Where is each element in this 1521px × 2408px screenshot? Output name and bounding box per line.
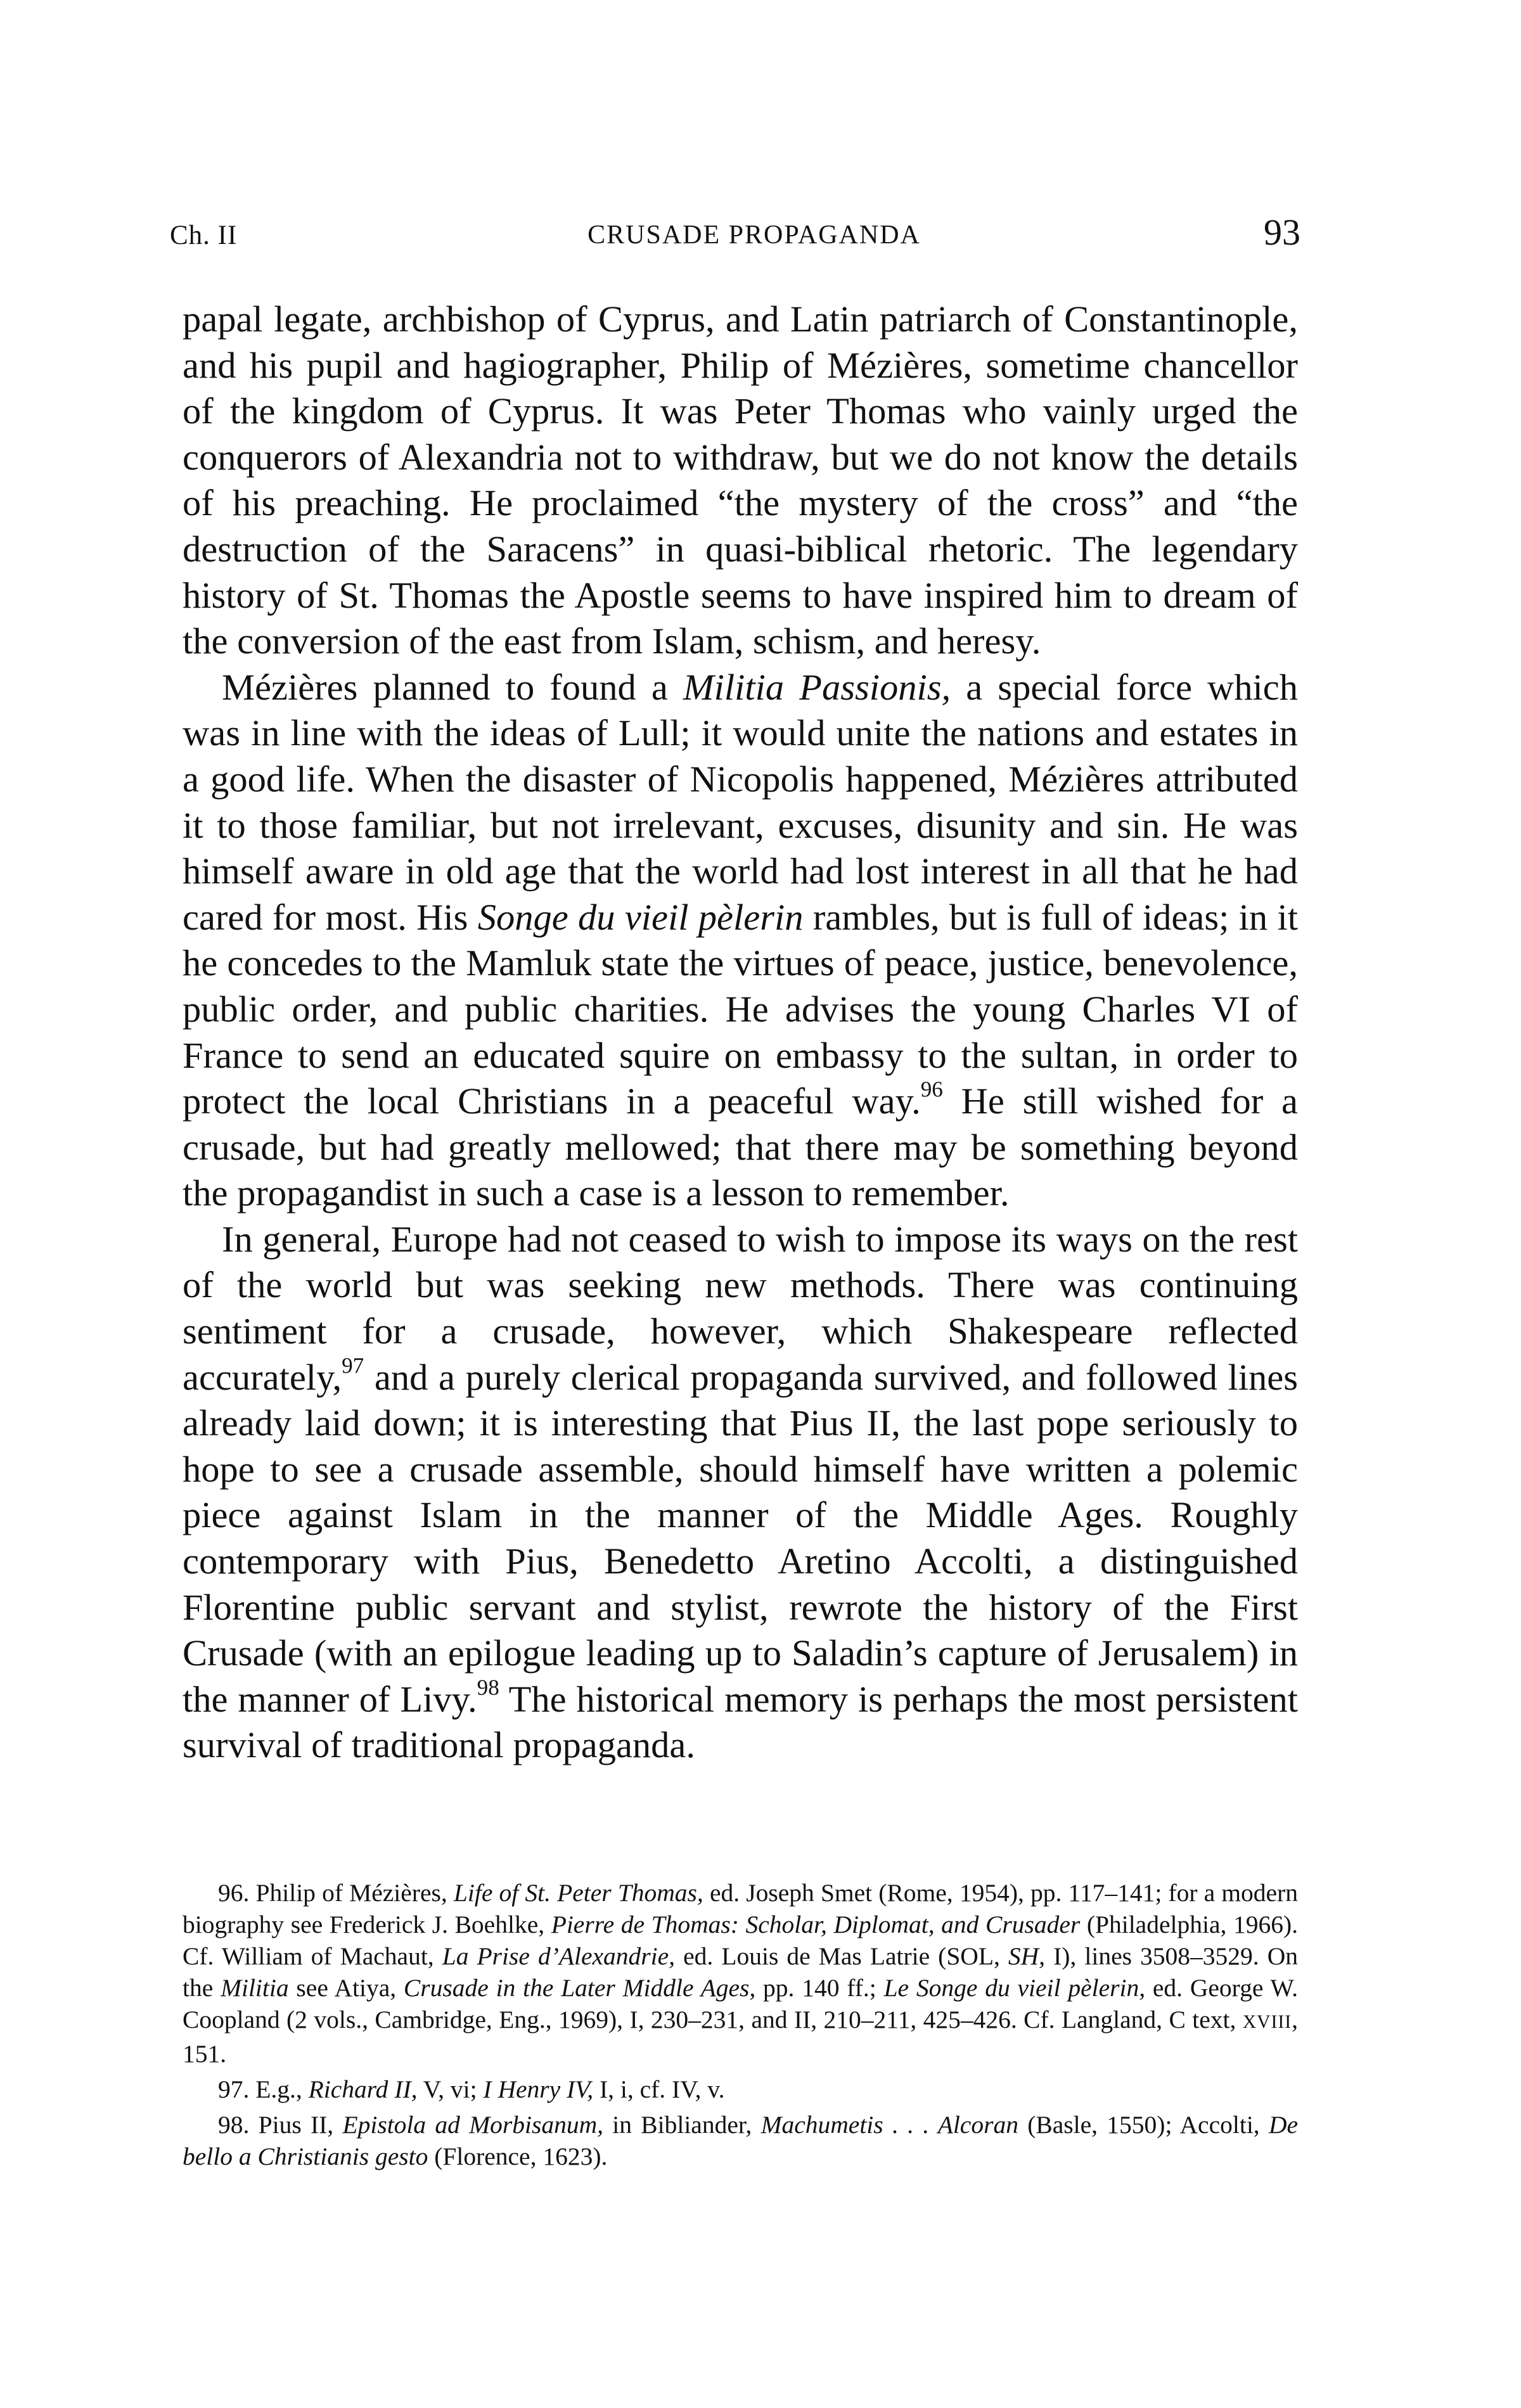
chapter-label: Ch. II (170, 221, 238, 250)
page-number: 93 (1264, 212, 1300, 253)
italic-title: Songe du vieil pèlerin (477, 896, 804, 938)
footnote-97: 97. E.g., Richard II, V, vi; I Henry IV, I, i, cf. IV, v. (218, 2075, 725, 2103)
footnote-96: 96. Philip of Mézières, Life of St. Peter Thomas, ed. Joseph Smet (Rome, 1954), pp. 117–141; for a modern biography see Frederick J. Boehlke, Pierre de Thomas: Scholar, Diplomat, and Crusader (Philadelphia, 1966). Cf. William of Machaut, La Prise d’Alexandrie, ed. Louis de Mas Latrie (SOL, SH, I), lines 3508–3529. On the Militia see Atiya, Crusade in the Later Middle Ages, pp. 140 ff.; Le Songe du vieil pèlerin, ed. George W. Coopland (2 vols., Cambridge, Eng., 1969), I, 230–231, and II, 210–211, 425–426. Cf. Langland, C text, XVIII, 151. (183, 1879, 1299, 2068)
running-title: CRUSADE PROPAGANDA (587, 221, 921, 250)
paragraph-3: In general, Europe had not ceased to wish to impose its ways on the rest of the world but was seeking new methods. There was continuing sentiment for a crusade, however, which Shakespeare reflected accurately,$^{97}$ and a purely clerical propaganda survived, and followed lines already laid down; it is interesting that Pius II, the last pope seriously to hope to see a crusade assemble, should himself have written a polemic piece against Islam in the manner of the Middle Ages. Roughly contemporary with Pius, Benedetto Aretino Accolti, a distinguished Florentine public servant and stylist, rewrote the history of the First Crusade (with an epilogue leading up to Saladin’s capture of Jerusalem) in the manner of Livy.$^{98}$ The historical memory is perhaps the most persistent survival of traditional propaganda. (183, 1218, 1298, 1766)
footnote-ref-98[interactable]: 98 (477, 1675, 499, 1700)
footnote-ref-96[interactable]: 96 (920, 1077, 943, 1102)
italic-title: Militia Passionis, (683, 666, 951, 708)
footnote-ref-97[interactable]: 97 (342, 1353, 364, 1378)
footnote-98: 98. Pius II, Epistola ad Morbisanum, in Bibliander, Machumetis . . . Alcoran (Basle, 1550); Accolti, De bello a Christianis gesto (Florence, 1623). (183, 2111, 1299, 2170)
footnotes (183, 1877, 1298, 2176)
main-text (183, 297, 1298, 1769)
paragraph-2: Mézières planned to found a Militia Passionis, a special force which was in line with the ideas of Lull; it would unite the nations and estates in a good life. When the disaster of Nicopolis happened, Mézières attributed it to those familiar, but not irrelevant, excuses, disunity and sin. He was himself aware in old age that the world had lost interest in all that he had cared for most. His Songe du vieil pèlerin rambles, but is full of ideas; in it he concedes to the Mamluk state the virtues of peace, justice, benevolence, public order, and public charities. He advises the young Charles VI of France to send an educated squire on embassy to the sultan, in order to protect the local Christians in a peaceful way.$^{96}$ He still wished for a crusade, but had greatly mellowed; that there may be something beyond the propagandist in such a case is a lesson to remember. (183, 666, 1298, 1214)
running-head (170, 211, 1300, 255)
paragraph-1: papal legate, archbishop of Cyprus, and Latin patriarch of Constantinople, and his pupil and hagiographer, Philip of Mézières, sometime chancellor of the kingdom of Cyprus. It was Peter Thomas who vainly urged the conquerors of Alexandria not to withdraw, but we do not know the details of his preaching. He proclaimed “the mystery of the cross” and “the destruction of the Saracens” in quasi-biblical rhetoric. The legendary history of St. Thomas the Apostle seems to have inspired him to dream of the conversion of the east from Islam, schism, and heresy. (183, 298, 1298, 662)
